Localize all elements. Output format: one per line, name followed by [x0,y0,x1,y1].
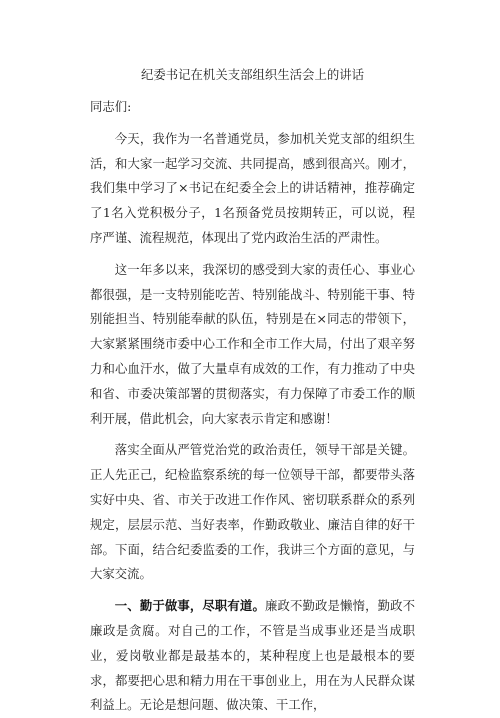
paragraph-responsibility: 落实全面从严管党治党的政治责任，领导干部是关键。正人先正己，纪检监察系统的每一位领导干部，都要带头落实好中央、省、市关于改进工作作风、密切联系群众的系列规定，层层示范、当好表率，作勤政敬业、廉洁自律的好干部。下面，结合纪委监委的工作，我讲三个方面的意见，与大家交流。 [90,442,415,582]
document-title: 纪委书记在机关支部组织生活会上的讲话 [140,67,365,82]
section-one-heading: 一、勤于做事，尽职有道。 [114,598,265,614]
section-one-body: 廉政不勤政是懒惰，勤政不廉政是贪腐。对自己的工作，不管是当成事业还是当成职业，爱岗敬业都是最基本的，某种程度上也是最根本的要求，都要把心思和精力用在干事创业上，用在为人民群众谋利益上。无论是想问题、做决策、干工作， [90,598,416,713]
paragraph-appreciation: 这一年多以来，我深切的感受到大家的责任心、事业心都很强，是一支特别能吃苦、特别能战斗、特别能干事、特别能担当、特别能奉献的队伍，特别是在×同志的带领下，大家紧紧围绕市委中心工作和全市工作大局，付出了艰辛努力和心血汗水，做了大量卓有成效的工作，有力推动了中央和省、市委决策部署的贯彻落实，有力保障了市委工作的顺利开展，借此机会，向大家表示肯定和感谢！ [90,261,415,426]
salutation: 同志们: [90,99,132,114]
section-one-paragraph [90,594,415,718]
document-body [90,63,415,718]
paragraph-opening: 今天，我作为一名普通党员，参加机关党支部的组织生活，和大家一起学习交流、共同提高，感到很高兴。刚才，我们集中学习了×书记在纪委全会上的讲话精神，推荐确定了1名入党积极分子，1名预备党员按期转正，可以说，程序严谨、流程规范，体现出了党内政治生活的严肃性。 [90,130,415,245]
